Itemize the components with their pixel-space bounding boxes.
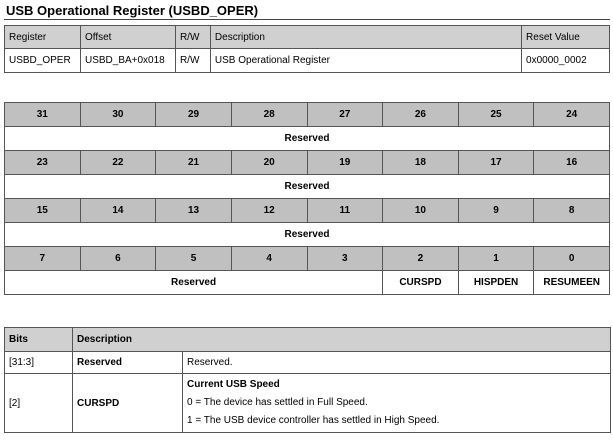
- bit-field-row: [5, 223, 610, 247]
- bit-field-label: Reserved: [5, 271, 383, 295]
- bit-number: 31: [5, 103, 81, 127]
- bit-number: 28: [231, 103, 307, 127]
- header-reset-value: Reset Value: [522, 26, 610, 49]
- bit-number: 16: [534, 151, 610, 175]
- table-row: [5, 374, 611, 433]
- bit-number: 26: [383, 103, 459, 127]
- bit-map-table: [4, 102, 610, 295]
- register-description: USB Operational Register: [210, 49, 521, 73]
- bit-field-label: RESUMEEN: [534, 271, 610, 295]
- field-name: CURSPD: [73, 374, 183, 433]
- bit-number: 20: [231, 151, 307, 175]
- bit-number: 9: [458, 199, 534, 223]
- bit-number: 2: [383, 247, 459, 271]
- header-bits: Bits: [5, 328, 73, 352]
- page-title: USB Operational Register (USBD_OPER): [6, 3, 259, 18]
- bit-number-row: [5, 103, 610, 127]
- bit-number: 21: [156, 151, 232, 175]
- register-table-header: [5, 26, 610, 49]
- bit-number: 30: [80, 103, 156, 127]
- bit-number: 25: [458, 103, 534, 127]
- title-divider: [4, 19, 610, 20]
- bits-range: [2]: [5, 374, 73, 433]
- header-description: Description: [210, 26, 521, 49]
- header-register: Register: [5, 26, 81, 49]
- bit-field-label: Reserved: [5, 175, 610, 199]
- bit-number: 3: [307, 247, 383, 271]
- bit-number: 29: [156, 103, 232, 127]
- bits-range: [31:3]: [5, 352, 73, 374]
- bit-number: 18: [383, 151, 459, 175]
- bit-number: 10: [383, 199, 459, 223]
- bit-number: 11: [307, 199, 383, 223]
- bit-number: 27: [307, 103, 383, 127]
- bit-number: 7: [5, 247, 81, 271]
- bit-number: 1: [458, 247, 534, 271]
- description-line: Reserved.: [187, 356, 233, 368]
- field-name: Reserved: [73, 352, 183, 374]
- description-line: 1 = The USB device controller has settled in High Speed.: [187, 415, 440, 426]
- bit-field-label: Reserved: [5, 127, 610, 151]
- bit-number-row: [5, 199, 610, 223]
- desc-table-header: [5, 328, 611, 352]
- bit-number: 5: [156, 247, 232, 271]
- bit-number-row: [5, 247, 610, 271]
- bit-number: 22: [80, 151, 156, 175]
- register-table: [4, 25, 610, 73]
- bit-number: 14: [80, 199, 156, 223]
- table-row: [5, 352, 611, 374]
- bit-number-row: [5, 151, 610, 175]
- bit-number: 0: [534, 247, 610, 271]
- bit-field-label: Reserved: [5, 223, 610, 247]
- bit-field-row: [5, 127, 610, 151]
- bit-field-label: CURSPD: [383, 271, 459, 295]
- bit-number: 12: [231, 199, 307, 223]
- register-reset-value: 0x0000_0002: [522, 49, 610, 73]
- bit-number: 24: [534, 103, 610, 127]
- bit-description-table: [4, 327, 611, 433]
- bit-number: 8: [534, 199, 610, 223]
- bit-field-label: HISPDEN: [458, 271, 534, 295]
- bit-field-row: [5, 271, 610, 295]
- table-row: [5, 49, 610, 73]
- header-offset: Offset: [80, 26, 175, 49]
- bit-number: 23: [5, 151, 81, 175]
- bit-number: 15: [5, 199, 81, 223]
- register-rw: R/W: [175, 49, 210, 73]
- description-line: 0 = The device has settled in Full Speed.: [187, 397, 368, 408]
- register-name: USBD_OPER: [5, 49, 81, 73]
- header-bit-description: Description: [73, 328, 611, 352]
- header-rw: R/W: [175, 26, 210, 49]
- field-description: [183, 374, 611, 433]
- bit-field-row: [5, 175, 610, 199]
- bit-number: 4: [231, 247, 307, 271]
- bit-number: 19: [307, 151, 383, 175]
- field-description: [183, 352, 611, 374]
- bit-number: 17: [458, 151, 534, 175]
- bit-number: 13: [156, 199, 232, 223]
- register-offset: USBD_BA+0x018: [80, 49, 175, 73]
- description-line: Current USB Speed: [187, 379, 280, 390]
- bit-number: 6: [80, 247, 156, 271]
